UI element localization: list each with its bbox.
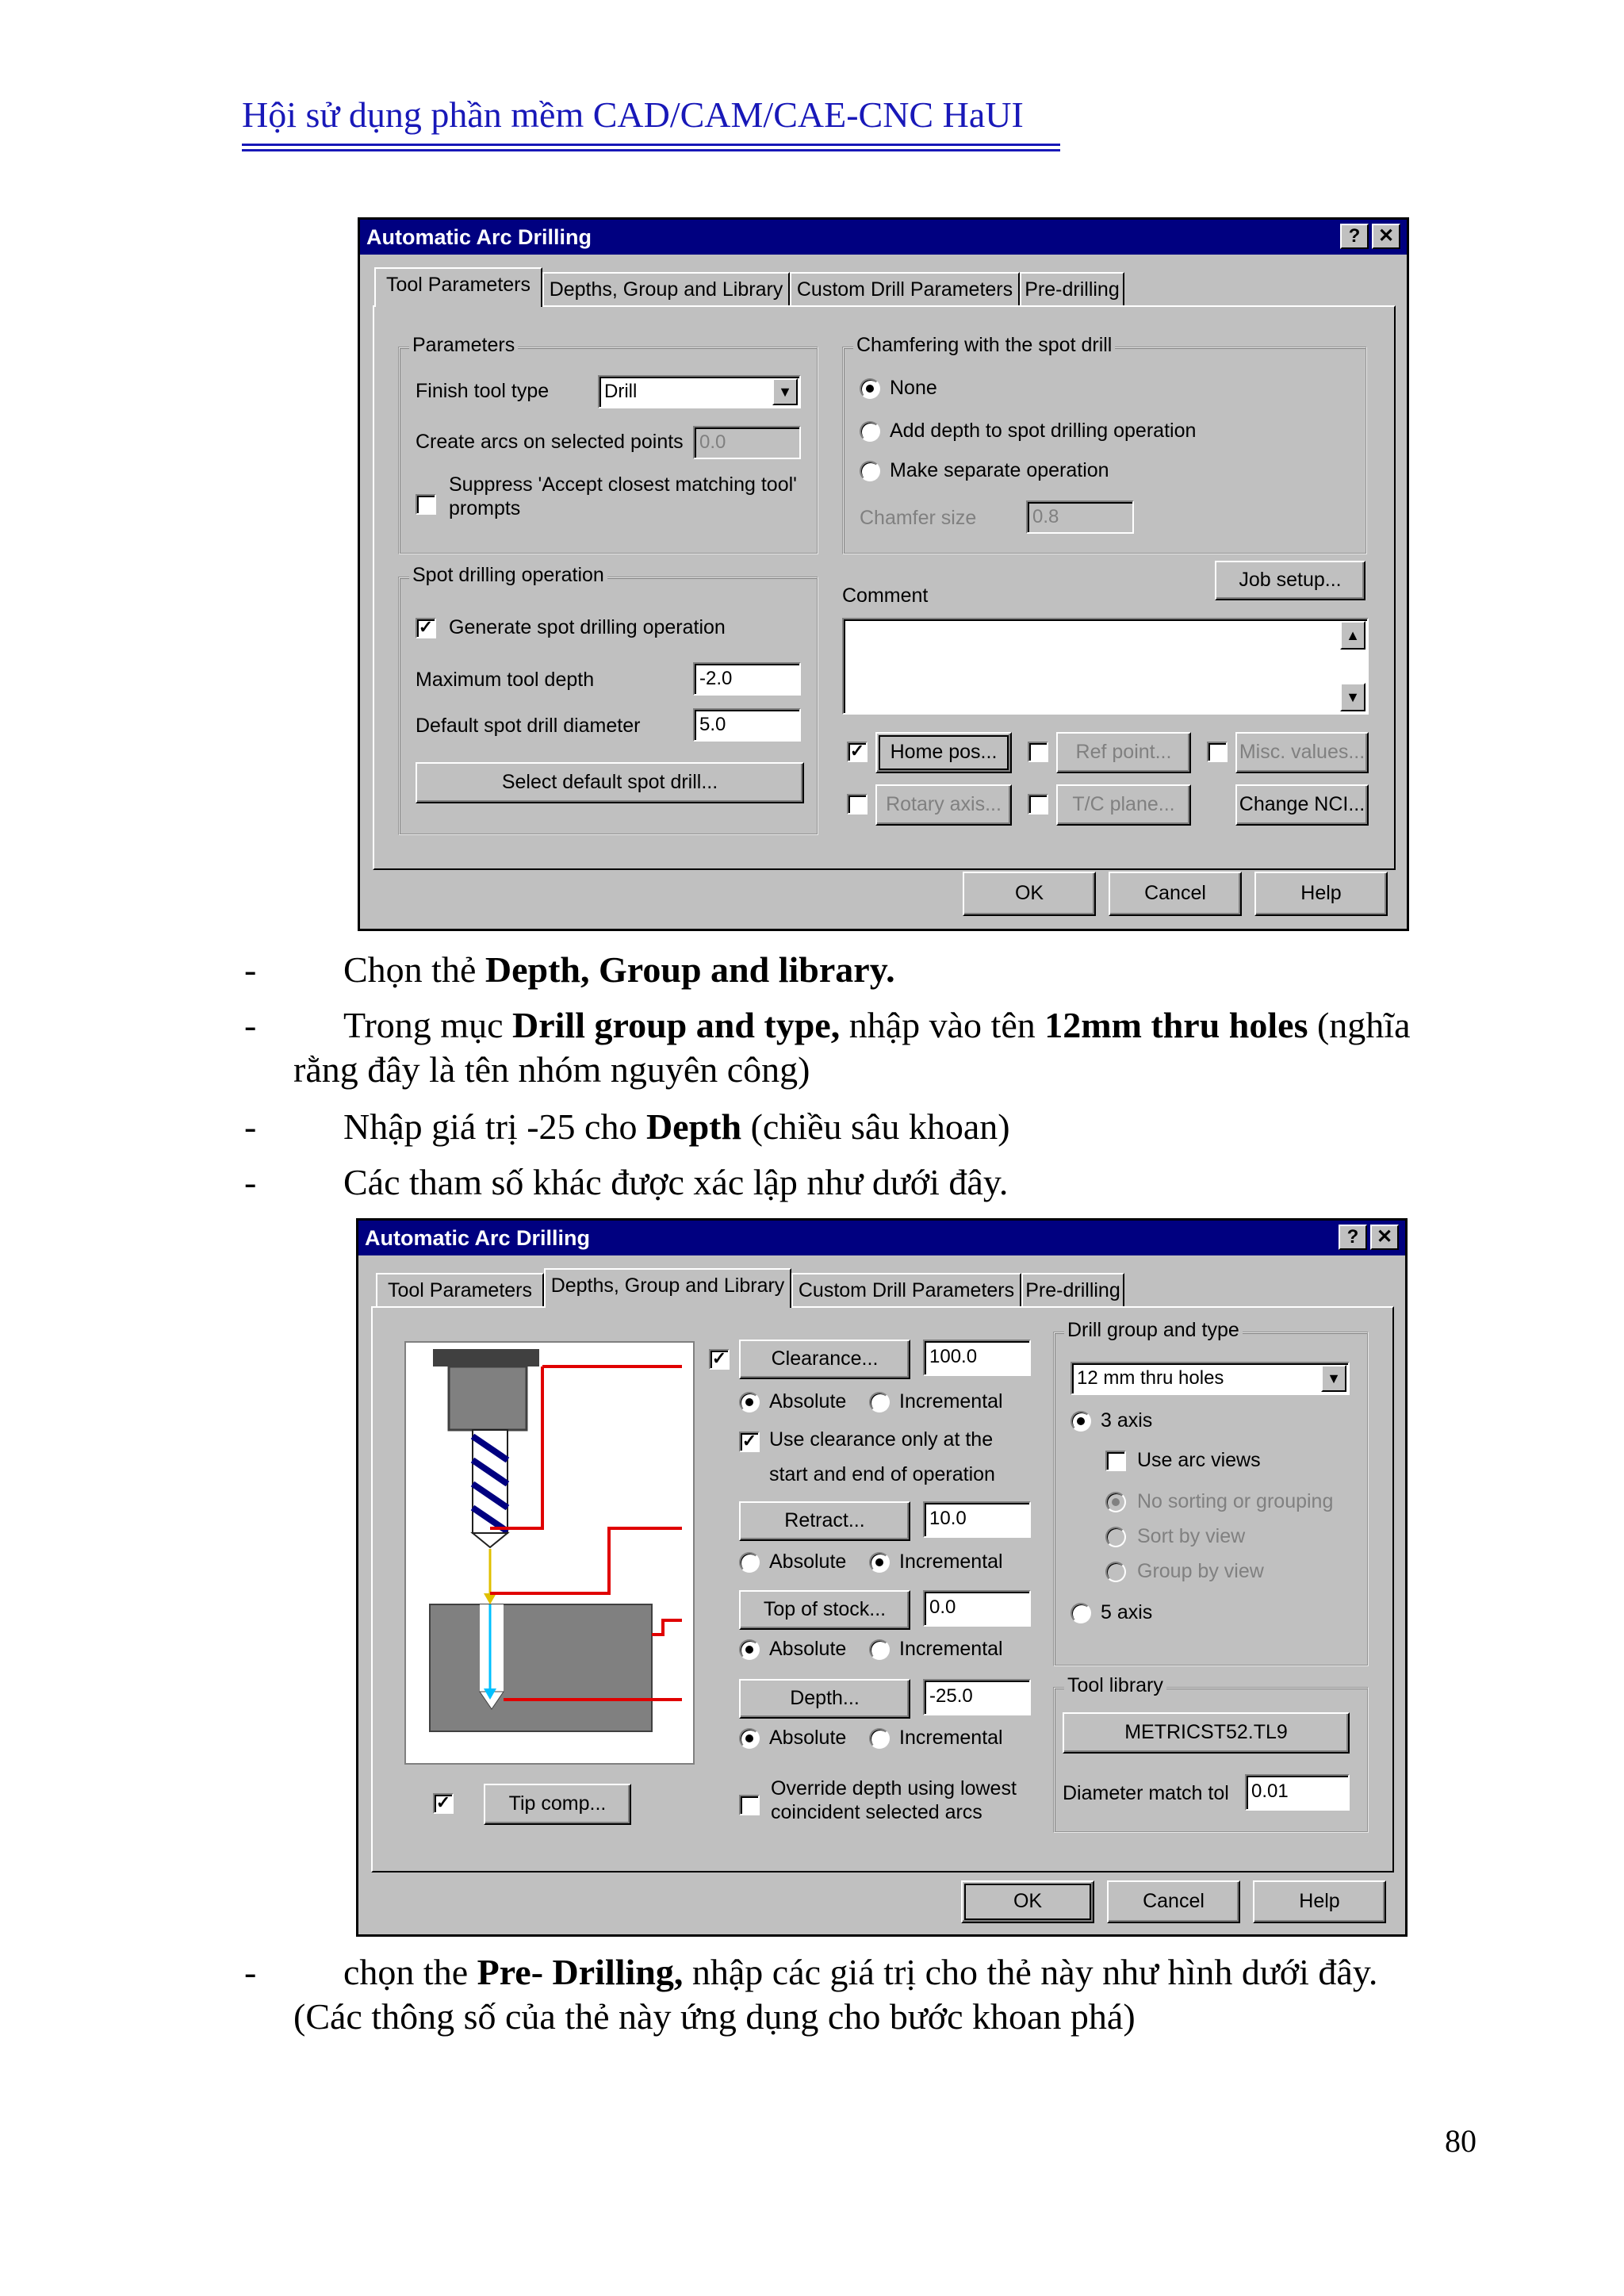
override-depth-label-line2: coincident selected arcs xyxy=(771,1801,982,1823)
rotary-axis-button[interactable]: Rotary axis... xyxy=(875,784,1012,826)
select-spot-drill-button[interactable]: Select default spot drill... xyxy=(416,762,804,803)
override-depth-label-line1: Override depth using lowest xyxy=(771,1777,1017,1800)
sort-by-view-radio[interactable] xyxy=(1105,1527,1126,1547)
parameters-group xyxy=(398,334,818,554)
chamfer-none-radio[interactable] xyxy=(860,378,880,399)
use-arc-views-checkbox[interactable] xyxy=(1105,1451,1126,1471)
create-arcs-input[interactable]: 0.0 xyxy=(693,426,801,459)
group-by-view-radio[interactable] xyxy=(1105,1562,1126,1582)
default-spot-diameter-label: Default spot drill diameter xyxy=(416,715,641,737)
dialog-title: Automatic Arc Drilling xyxy=(360,220,1407,255)
create-arcs-label: Create arcs on selected points xyxy=(416,431,684,453)
clearance-absolute-label: Absolute xyxy=(769,1390,847,1412)
override-depth-checkbox[interactable] xyxy=(739,1795,760,1815)
bullet-dash: - xyxy=(244,1162,257,1202)
dialog-depths-group-library xyxy=(356,1218,1408,1937)
page-header: Hội sử dụng phần mềm CAD/CAM/CAE-CNC HaUI xyxy=(242,94,1024,135)
scroll-down-icon[interactable]: ▼ xyxy=(1340,683,1365,711)
depth-button[interactable]: Depth... xyxy=(739,1679,910,1719)
home-pos-button[interactable]: Home pos... xyxy=(875,732,1012,773)
ok-button[interactable]: OK xyxy=(961,1880,1094,1923)
help-icon[interactable]: ? xyxy=(1339,1225,1367,1250)
instruction-line-5b: (Các thông số của thẻ này ứng dụng cho bước khoan phá) xyxy=(293,1996,1136,2037)
retract-incremental-label: Incremental xyxy=(899,1550,1003,1573)
chamfer-size-input[interactable]: 0.8 xyxy=(1026,500,1134,534)
ref-point-button[interactable]: Ref point... xyxy=(1056,732,1191,773)
clearance-incremental-radio[interactable] xyxy=(869,1392,890,1412)
tab-pre-drilling[interactable]: Pre-drilling xyxy=(1020,272,1124,307)
drill-group-value: 12 mm thru holes xyxy=(1077,1367,1224,1389)
top-absolute-label: Absolute xyxy=(769,1638,847,1660)
rotary-axis-checkbox[interactable] xyxy=(847,794,868,815)
tab-tool-parameters[interactable]: Tool Parameters xyxy=(376,1273,544,1308)
chamfer-group-label: Chamfering with the spot drill xyxy=(853,334,1115,357)
chevron-down-icon[interactable]: ▼ xyxy=(1321,1365,1346,1392)
cancel-button[interactable]: Cancel xyxy=(1107,1880,1240,1923)
default-spot-diameter-input[interactable]: 5.0 xyxy=(693,708,801,742)
tab-depths-group-library[interactable]: Depths, Group and Library xyxy=(544,1268,791,1308)
home-pos-checkbox[interactable]: ✓ xyxy=(847,742,868,762)
diameter-match-tol-input[interactable]: 0.01 xyxy=(1245,1774,1350,1811)
tab-panel xyxy=(373,305,1396,870)
no-sorting-radio[interactable] xyxy=(1105,1492,1126,1512)
instruction-line-5: chọn the Pre- Drilling, nhập các giá trị cho thẻ này như hình dưới đây. xyxy=(343,1952,1378,1992)
axis-5-label: 5 axis xyxy=(1101,1601,1153,1623)
use-clearance-label-line2: start and end of operation xyxy=(769,1463,995,1485)
ok-button[interactable]: OK xyxy=(963,872,1096,916)
chamfer-add-depth-radio[interactable] xyxy=(860,421,880,442)
tab-depths-group-library[interactable]: Depths, Group and Library xyxy=(542,272,790,307)
use-clearance-label-line1: Use clearance only at the xyxy=(769,1428,994,1451)
retract-button[interactable]: Retract... xyxy=(739,1501,910,1541)
instruction-line-4: Các tham số khác được xác lập như dưới đây. xyxy=(343,1162,1009,1202)
max-tool-depth-label: Maximum tool depth xyxy=(416,669,595,691)
scroll-up-icon[interactable]: ▲ xyxy=(1340,621,1365,650)
finish-tool-type-select[interactable] xyxy=(598,375,801,408)
tip-comp-checkbox[interactable]: ✓ xyxy=(433,1793,454,1814)
tab-custom-drill-parameters[interactable]: Custom Drill Parameters xyxy=(790,272,1020,307)
page-number: 80 xyxy=(1445,2123,1477,2159)
ref-point-checkbox[interactable] xyxy=(1028,742,1048,762)
help-button[interactable]: Help xyxy=(1253,1880,1386,1923)
close-icon[interactable]: ✕ xyxy=(1372,224,1400,249)
axis-3-radio[interactable] xyxy=(1071,1411,1091,1432)
chamfer-add-depth-label: Add depth to spot drilling operation xyxy=(890,420,1197,442)
retract-absolute-radio[interactable] xyxy=(739,1552,760,1573)
depth-incremental-label: Incremental xyxy=(899,1727,1003,1749)
instruction-line-3: Nhập giá trị -25 cho Depth (chiều sâu khoan) xyxy=(343,1106,1010,1147)
bullet-dash: - xyxy=(244,949,257,990)
dialog-tool-parameters xyxy=(358,217,1409,931)
tab-pre-drilling[interactable]: Pre-drilling xyxy=(1021,1273,1124,1308)
top-of-stock-input[interactable]: 0.0 xyxy=(923,1590,1031,1627)
instruction-line-2: Trong mục Drill group and type, nhập vào tên 12mm thru holes (nghĩa xyxy=(343,1005,1411,1045)
group-by-view-label: Group by view xyxy=(1137,1560,1264,1582)
chamfer-group xyxy=(842,334,1367,554)
drill-group-type-group xyxy=(1053,1319,1369,1666)
clearance-input[interactable]: 100.0 xyxy=(923,1340,1031,1376)
no-sorting-label: No sorting or grouping xyxy=(1137,1490,1334,1512)
retract-absolute-label: Absolute xyxy=(769,1550,847,1573)
top-incremental-label: Incremental xyxy=(899,1638,1003,1660)
finish-tool-type-label: Finish tool type xyxy=(416,380,550,402)
top-of-stock-button[interactable]: Top of stock... xyxy=(739,1590,910,1630)
bullet-dash: - xyxy=(244,1952,257,1992)
instruction-line-2b: rằng đây là tên nhóm nguyên công) xyxy=(293,1049,810,1090)
clearance-incremental-label: Incremental xyxy=(899,1390,1003,1412)
tip-comp-button[interactable]: Tip comp... xyxy=(484,1784,631,1825)
dialog-title: Automatic Arc Drilling xyxy=(358,1221,1405,1255)
bullet-dash: - xyxy=(244,1106,257,1147)
suppress-label-line1: Suppress 'Accept closest matching tool' xyxy=(449,473,797,496)
top-incremental-radio[interactable] xyxy=(869,1639,890,1660)
help-icon[interactable]: ? xyxy=(1340,224,1369,249)
comment-textarea[interactable] xyxy=(842,618,1369,715)
axis-3-label: 3 axis xyxy=(1101,1409,1153,1432)
top-absolute-radio[interactable] xyxy=(739,1639,760,1660)
tab-custom-drill-parameters[interactable]: Custom Drill Parameters xyxy=(791,1273,1021,1308)
clearance-checkbox[interactable]: ✓ xyxy=(709,1349,730,1370)
change-nci-button[interactable]: Change NCI... xyxy=(1235,784,1369,826)
chamfer-separate-label: Make separate operation xyxy=(890,459,1109,481)
instruction-line-1: Chọn thẻ Depth, Group and library. xyxy=(343,949,895,990)
depth-absolute-radio[interactable] xyxy=(739,1728,760,1749)
misc-values-button[interactable]: Misc. values... xyxy=(1235,732,1369,773)
depth-incremental-radio[interactable] xyxy=(869,1728,890,1749)
drill-group-type-label: Drill group and type xyxy=(1064,1319,1243,1342)
depth-input[interactable]: -25.0 xyxy=(923,1679,1031,1715)
tool-library-button[interactable]: METRICST52.TL9 xyxy=(1063,1712,1350,1754)
parameters-group-label: Parameters xyxy=(409,334,518,357)
chamfer-separate-radio[interactable] xyxy=(860,461,880,481)
sort-by-view-label: Sort by view xyxy=(1137,1525,1246,1547)
drill-diagram-illustration xyxy=(404,1341,695,1765)
chamfer-size-label: Chamfer size xyxy=(860,507,977,529)
retract-incremental-radio[interactable] xyxy=(869,1552,890,1573)
tool-library-label: Tool library xyxy=(1064,1674,1166,1697)
use-clearance-checkbox[interactable]: ✓ xyxy=(739,1432,760,1452)
misc-values-checkbox[interactable] xyxy=(1207,742,1228,762)
drill-group-select[interactable] xyxy=(1071,1362,1350,1395)
job-setup-button[interactable]: Job setup... xyxy=(1215,561,1365,600)
chevron-down-icon[interactable]: ▼ xyxy=(772,378,798,405)
help-button[interactable]: Help xyxy=(1254,872,1388,916)
suppress-label-line2: prompts xyxy=(449,497,521,519)
comment-label: Comment xyxy=(842,585,929,607)
close-icon[interactable]: ✕ xyxy=(1370,1225,1399,1250)
depth-absolute-label: Absolute xyxy=(769,1727,847,1749)
tab-tool-parameters[interactable]: Tool Parameters xyxy=(374,267,542,307)
suppress-checkbox[interactable] xyxy=(416,494,436,515)
tab-panel xyxy=(371,1306,1394,1872)
tc-plane-checkbox[interactable] xyxy=(1028,794,1048,815)
retract-input[interactable]: 10.0 xyxy=(923,1501,1031,1538)
spot-drilling-group xyxy=(398,564,818,835)
header-underline xyxy=(242,144,1060,146)
finish-tool-type-value: Drill xyxy=(604,381,638,402)
tc-plane-button[interactable]: T/C plane... xyxy=(1056,784,1191,826)
bullet-dash: - xyxy=(244,1005,257,1045)
max-tool-depth-input[interactable]: -2.0 xyxy=(693,662,801,696)
cancel-button[interactable]: Cancel xyxy=(1109,872,1242,916)
generate-spot-checkbox[interactable]: ✓ xyxy=(416,618,436,638)
spot-drilling-group-label: Spot drilling operation xyxy=(409,564,607,587)
axis-5-radio[interactable] xyxy=(1071,1603,1091,1623)
clearance-button[interactable]: Clearance... xyxy=(739,1340,910,1379)
use-arc-views-label: Use arc views xyxy=(1137,1449,1261,1471)
chamfer-none-label: None xyxy=(890,377,937,399)
tool-library-group xyxy=(1053,1674,1369,1833)
generate-spot-label: Generate spot drilling operation xyxy=(449,616,726,638)
clearance-absolute-radio[interactable] xyxy=(739,1392,760,1412)
diameter-match-tol-label: Diameter match tol xyxy=(1063,1782,1229,1804)
header-underline-2 xyxy=(242,149,1060,151)
